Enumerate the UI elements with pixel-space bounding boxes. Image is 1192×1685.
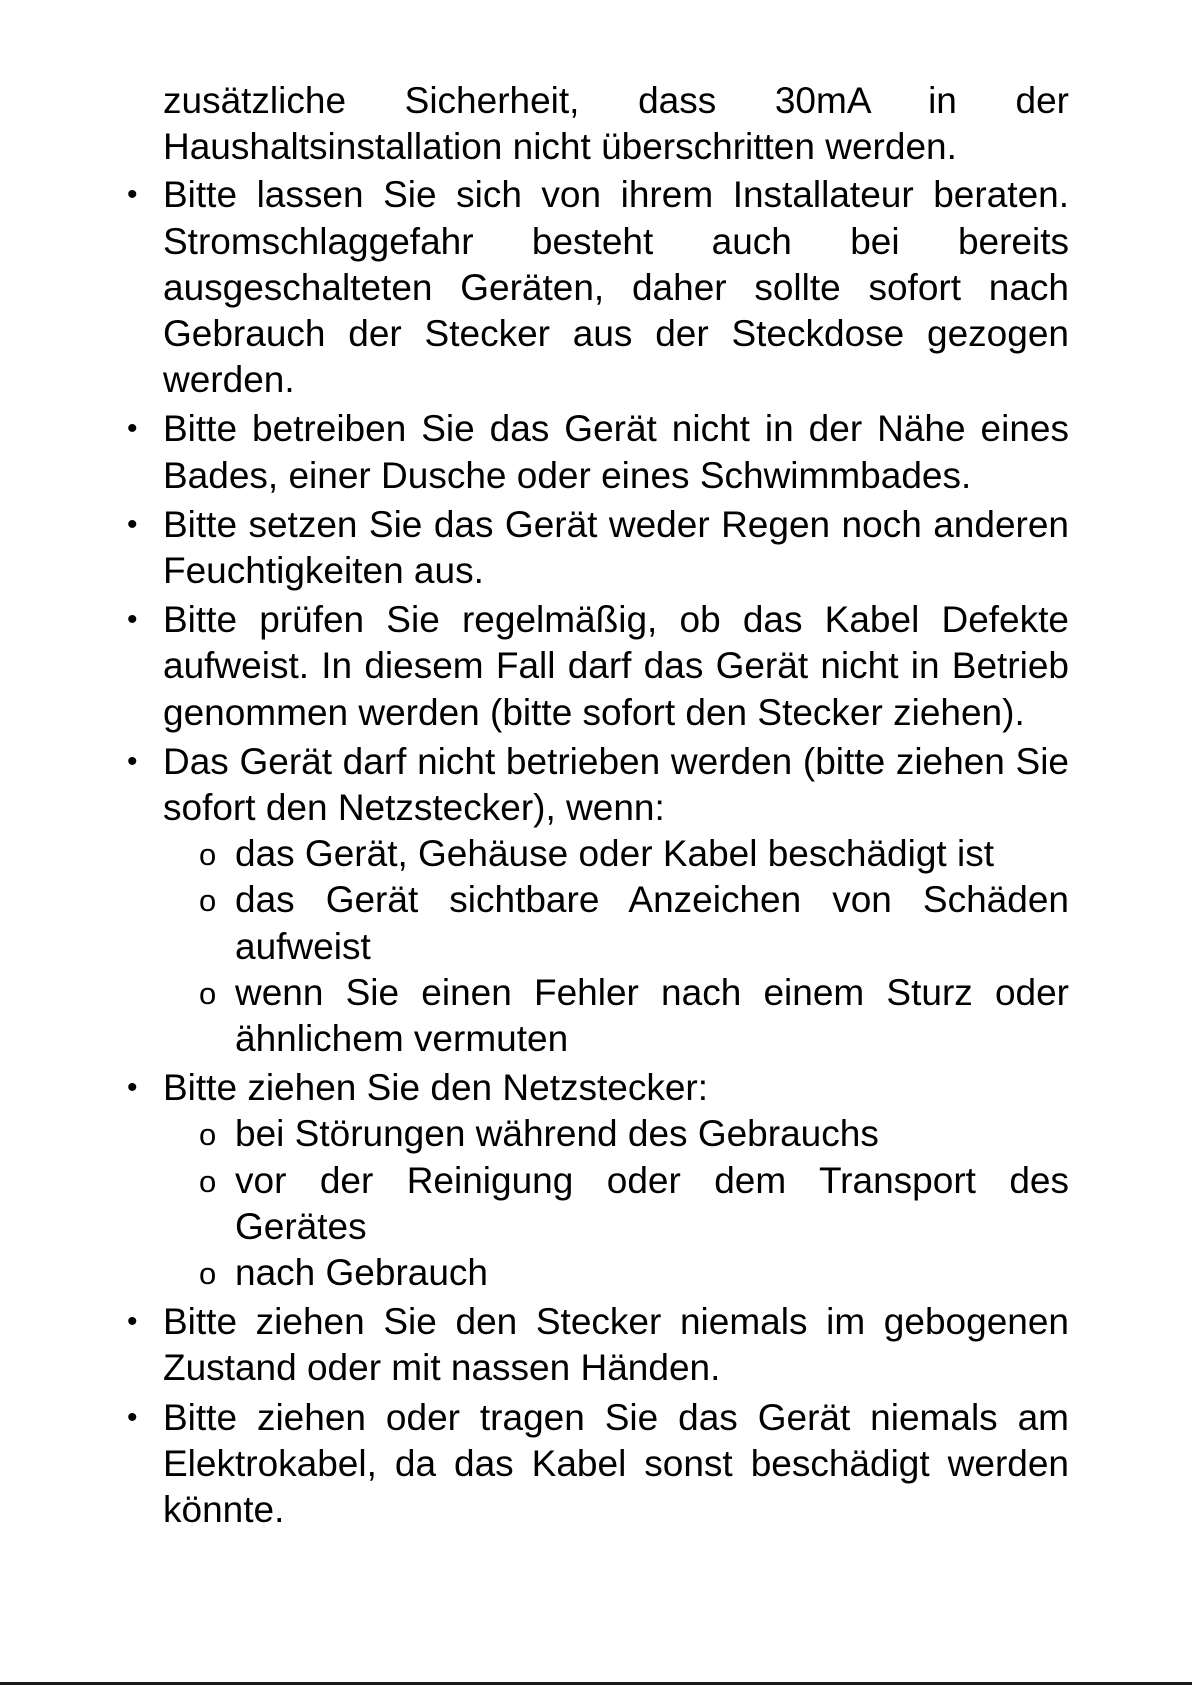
list-item (127, 1065, 1069, 1296)
bullet-icon: • (127, 1400, 138, 1434)
circle-bullet-icon: o (199, 1256, 217, 1292)
sub-list-item-text: bei Störungen während des Gebrauchs (235, 1113, 879, 1155)
circle-bullet-icon: o (199, 1163, 217, 1199)
list-item (127, 406, 1069, 498)
safety-list (127, 172, 1069, 1533)
bullet-icon: • (127, 1071, 138, 1105)
sub-list-item-text: das Gerät, Gehäuse oder Kabel beschädigt ist (235, 833, 994, 875)
document-page (127, 78, 1069, 1536)
list-item-text: Bitte prüfen Sie regelmäßig, ob das Kabel Defekte aufweist. In diesem Fall darf das Gerät nicht in Betrieb genommen werden (bitte sofort den Stecker ziehen). (163, 599, 1069, 733)
bullet-icon: • (127, 178, 138, 212)
circle-bullet-icon: o (199, 1117, 217, 1153)
list-item (127, 739, 1069, 1062)
sub-list-item (199, 877, 1069, 969)
sub-list-item (199, 1111, 1069, 1157)
list-item-text: Das Gerät darf nicht betrieben werden (bitte ziehen Sie sofort den Netzstecker), wenn: (163, 740, 1069, 829)
sub-list-item-text: vor der Reinigung oder dem Transport des Gerätes (235, 1159, 1069, 1247)
list-item-text: Bitte setzen Sie das Gerät weder Regen noch anderen Feuchtigkeiten aus. (163, 503, 1069, 592)
sub-list-item (199, 970, 1069, 1062)
sub-list-item-text: das Gerät sichtbare Anzeichen von Schäden aufweist (235, 879, 1069, 967)
list-item (127, 597, 1069, 736)
list-item-text: Bitte betreiben Sie das Gerät nicht in der Nähe eines Bades, einer Dusche oder eines Schwimmbades. (163, 408, 1069, 496)
list-item (127, 1299, 1069, 1391)
circle-bullet-icon: o (199, 837, 217, 873)
list-item-text: Bitte ziehen Sie den Netzstecker: (163, 1067, 709, 1109)
bullet-icon: • (127, 412, 138, 446)
list-item-text: Bitte lassen Sie sich von ihrem Installateur beraten. Stromschlaggefahr besteht auch bei bereits ausgeschalteten Geräten, daher sollte sofort nach Gebrauch der Stecker aus der Steckdose gezogen werden. (163, 174, 1069, 401)
sub-list (163, 1111, 1069, 1296)
sub-list-item-text: nach Gebrauch (235, 1252, 489, 1294)
list-item-text: Bitte ziehen Sie den Stecker niemals im gebogenen Zustand oder mit nassen Händen. (163, 1301, 1069, 1389)
bullet-icon: • (127, 603, 138, 637)
bullet-icon: • (127, 744, 138, 778)
intro-paragraph: zusätzliche Sicherheit, dass 30mA in der Haushaltsinstallation nicht überschritten werden. (163, 80, 1069, 168)
circle-bullet-icon: o (199, 975, 217, 1011)
sub-list-item (199, 1158, 1069, 1250)
circle-bullet-icon: o (199, 883, 217, 919)
list-item (127, 172, 1069, 403)
list-item-text: Bitte ziehen oder tragen Sie das Gerät niemals am Elektrokabel, da das Kabel sonst beschädigt werden könnte. (163, 1396, 1069, 1531)
sub-list-item (199, 1250, 1069, 1296)
sub-list-item-text: wenn Sie einen Fehler nach einem Sturz oder ähnlichem vermuten (235, 971, 1069, 1060)
bullet-icon: • (127, 1305, 138, 1339)
sub-list-item (199, 831, 1069, 877)
list-item (127, 502, 1069, 594)
sub-list (163, 831, 1069, 1062)
bullet-icon: • (127, 507, 138, 541)
list-item (127, 1395, 1069, 1534)
